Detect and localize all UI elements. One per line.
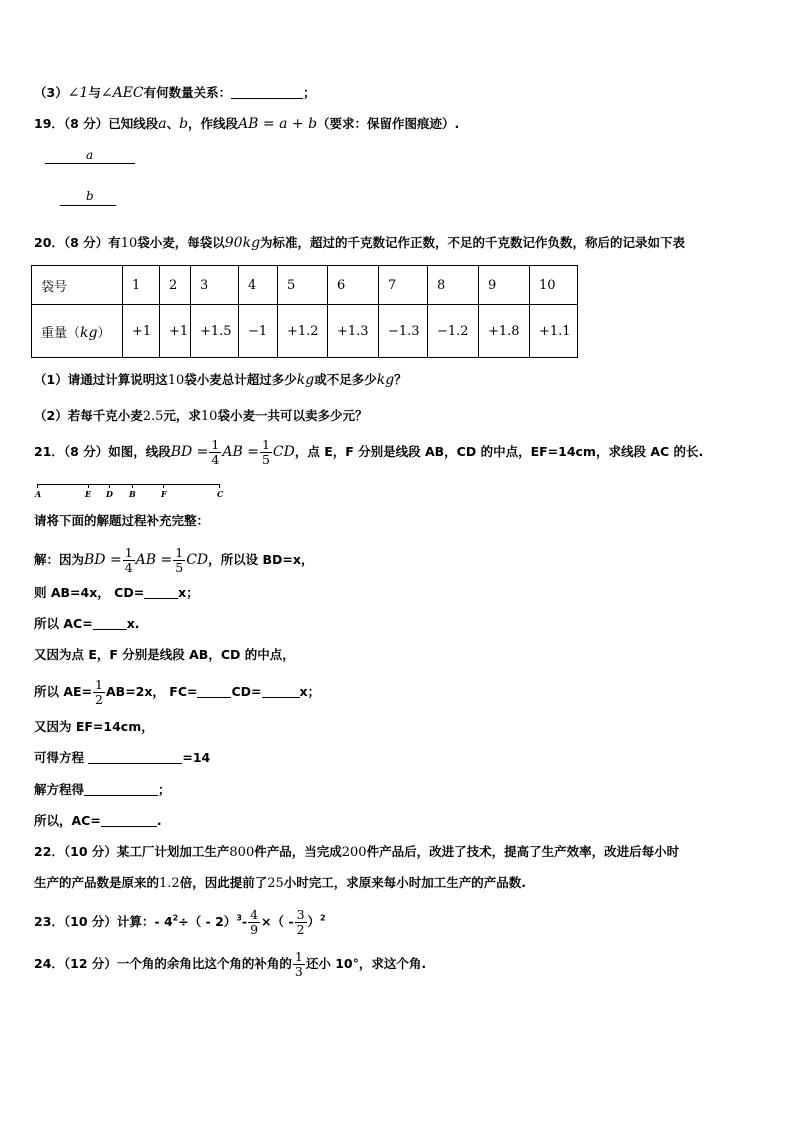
- q22-1-2: 1.2: [159, 876, 180, 891]
- frac-den: 5: [175, 559, 184, 575]
- q22-l1c: 件产品后，改进了技术，提高了生产效率，改进后每小时: [366, 844, 680, 859]
- sol2-end: x；: [178, 585, 199, 600]
- q21-ab: AB =: [222, 443, 259, 460]
- table-cell: 2: [160, 266, 191, 305]
- frac-den: 4: [211, 451, 220, 467]
- table-cell: +1.1: [530, 305, 578, 358]
- q19-mid: ，作线段: [188, 116, 239, 131]
- point-e-label: E: [85, 489, 92, 499]
- q20-sub1-kg2: kg: [376, 372, 395, 388]
- q21-solution-8: [34, 784, 171, 797]
- question-22-line-2: [34, 877, 526, 890]
- sol9-end: .: [156, 813, 162, 828]
- q21-solution-5: [34, 678, 320, 707]
- answer-blank[interactable]: [144, 587, 178, 599]
- table-header-weight: [32, 305, 123, 358]
- table-cell: +1: [160, 305, 191, 358]
- q20-std: 90kg: [224, 235, 261, 251]
- frac-den: 2: [296, 921, 305, 937]
- q21-solution-1: [34, 546, 313, 575]
- q23-close: ）: [307, 913, 321, 929]
- fraction-1-5: [260, 438, 272, 467]
- frac-den: 5: [261, 451, 270, 467]
- frac-num: 3: [296, 907, 305, 922]
- weight-table: [31, 265, 578, 358]
- question-20: [34, 236, 685, 250]
- table-cell: −1.2: [428, 305, 479, 358]
- question-22-line-1: [34, 846, 679, 859]
- tick-a: [37, 484, 38, 488]
- point-b-label: B: [129, 489, 136, 499]
- sol1-ab: AB =: [135, 551, 173, 568]
- sol3-end: x.: [126, 616, 140, 631]
- weight-header-unit: kg: [80, 324, 98, 341]
- fraction-1-2: [93, 678, 105, 707]
- q20-label: 20．（8 分）有: [34, 235, 121, 250]
- fraction-1-3: [293, 950, 305, 979]
- q18-part3: [34, 86, 316, 100]
- q22-l1b: 件产品，当完成: [254, 844, 342, 859]
- tick-f: [163, 484, 164, 488]
- q18-mid: 与: [88, 85, 101, 100]
- q20-sub2-c: 袋小麦一共可以卖多少元？: [217, 408, 368, 423]
- table-cell: −1.3: [379, 305, 428, 358]
- segment-a: [45, 163, 135, 164]
- sol7-end: =14: [182, 750, 211, 765]
- q20-t2: 为标准，超过的千克数记作正数，不足的千克数记作负数，称后的记录如下表: [260, 235, 686, 250]
- table-cell: +1.3: [328, 305, 379, 358]
- frac-num: 1: [95, 677, 103, 692]
- q22-l2b: 倍，因此提前了: [179, 875, 268, 890]
- sol5-a: 所以 AE=: [34, 683, 93, 699]
- frac-num: 1: [294, 949, 303, 964]
- q18-prefix: （3）: [34, 85, 68, 100]
- q21-cd: CD: [272, 443, 295, 460]
- q21-rest: ，点 E，F 分别是线段 AB，CD 的中点，EF=14cm，求线段 AC 的长.: [294, 443, 704, 459]
- table-cell: 3: [191, 266, 239, 305]
- sol1-a: 解：因为: [34, 551, 85, 567]
- q21-solution-4: 又因为点 E，F 分别是线段 AB，CD 的中点，: [34, 647, 295, 662]
- q19-var-b: b: [179, 116, 189, 132]
- sol5-b: AB=2x， FC=: [106, 683, 198, 699]
- q23-exp-2b: 2: [320, 913, 326, 923]
- q23-minus: -: [241, 913, 248, 929]
- table-cell: +1.2: [278, 305, 328, 358]
- table-cell: 4: [239, 266, 278, 305]
- q22-200: 200: [341, 845, 367, 860]
- table-cell: 7: [379, 266, 428, 305]
- sol8-end: ；: [158, 782, 171, 797]
- frac-den: 3: [294, 963, 303, 979]
- question-23: [34, 908, 326, 937]
- q21-solution-6: 又因为 EF=14cm，: [34, 719, 154, 734]
- frac-num: 1: [175, 545, 184, 560]
- sol1-b: ，所以设 BD=x，: [208, 551, 314, 567]
- q21-label: 21．（8 分）如图，线段: [34, 443, 171, 459]
- q20-sub2: [34, 410, 367, 423]
- frac-den: 9: [250, 921, 259, 937]
- q21-solution-2: [34, 587, 199, 600]
- tick-c: [219, 484, 220, 488]
- tick-b: [132, 484, 133, 488]
- q23-exp-2: 2: [172, 913, 179, 923]
- q20-ten: 10: [120, 236, 138, 251]
- q23-exp-3: 3: [236, 913, 242, 923]
- sol1-cd: CD: [186, 551, 209, 568]
- q21-instruction: 请将下面的解题过程补充完整：: [34, 513, 210, 528]
- tick-d: [109, 484, 110, 488]
- sol5-end: x；: [299, 683, 321, 699]
- q20-sub2-b: 元，求: [163, 408, 201, 423]
- q19-label: 19．（8 分）已知线段: [34, 116, 159, 131]
- q23-e2: ÷（ - 2）: [178, 913, 237, 929]
- table-cell: 8: [428, 266, 479, 305]
- point-f-label: F: [161, 489, 167, 499]
- frac-num: 4: [250, 907, 259, 922]
- segment-b-label: b: [86, 189, 94, 203]
- fraction-4-9: [248, 908, 260, 937]
- weight-header-suffix: ）: [97, 325, 111, 341]
- q21-bd: BD =: [170, 443, 209, 460]
- table-cell: 9: [479, 266, 530, 305]
- q20-t1: 袋小麦，每袋以: [137, 235, 225, 250]
- frac-num: 1: [124, 545, 133, 560]
- fraction-3-2: [295, 908, 307, 937]
- point-d-label: D: [106, 489, 113, 499]
- q21-solution-7: [34, 752, 210, 765]
- q19-expr: AB = a + b: [238, 116, 318, 132]
- frac-num: 1: [261, 437, 270, 452]
- q20-sub1: [34, 373, 407, 387]
- question-19: [34, 117, 459, 131]
- table-cell: +1.8: [479, 305, 530, 358]
- tick-e: [88, 484, 89, 488]
- fraction-1-4: [209, 438, 221, 467]
- question-24: [34, 950, 426, 979]
- table-cell: 5: [278, 266, 328, 305]
- q20-sub1-kg1: kg: [296, 372, 315, 388]
- q19-sep: 、: [166, 116, 180, 131]
- q24-rest: 还小 10°，求这个角.: [305, 955, 427, 971]
- q21-solution-9: [34, 815, 162, 828]
- sol9-text: 所以，AC=: [34, 813, 101, 828]
- answer-blank[interactable]: [101, 815, 157, 827]
- angle-1: ∠1: [67, 85, 89, 101]
- q20-sub1-c: 或不足多少: [314, 372, 377, 387]
- table-cell: +1: [123, 305, 160, 358]
- table-cell: 10: [530, 266, 578, 305]
- q23-e1: - 4: [154, 913, 173, 929]
- fraction-1-4: [123, 546, 135, 575]
- segment-b: [60, 205, 116, 206]
- q18-suffix: 有何数量关系：: [143, 85, 232, 100]
- frac-den: 4: [124, 559, 133, 575]
- sol1-bd: BD =: [84, 551, 122, 568]
- q22-l2a: 生产的产品数是原来的: [34, 875, 160, 890]
- sol7-text: 可得方程: [34, 750, 85, 765]
- sol5-c: CD=: [231, 683, 262, 699]
- q22-l2c: 小时完工，求原来每小时加工生产的产品数.: [283, 875, 527, 890]
- q21-solution-3: [34, 618, 140, 631]
- q23-label: 23．（10 分）计算：: [34, 913, 155, 929]
- q22-l1a: 22．（10 分）某工厂计划加工生产: [34, 844, 230, 859]
- q24-label: 24．（12 分）一个角的余角比这个角的补角的: [34, 955, 292, 971]
- q18-end: ；: [303, 85, 316, 100]
- answer-blank[interactable]: [88, 752, 182, 764]
- sol3-text: 所以 AC=: [34, 616, 93, 631]
- table-cell: 6: [328, 266, 379, 305]
- point-a-label: A: [35, 489, 42, 499]
- angle-aec: ∠AEC: [100, 85, 144, 101]
- table-row-weight: [32, 305, 578, 358]
- q20-sub1-d: ？: [394, 372, 407, 387]
- segment-a-label: a: [86, 148, 94, 162]
- frac-den: 2: [95, 691, 103, 707]
- table-cell: +1.5: [191, 305, 239, 358]
- question-21: [34, 438, 703, 467]
- answer-blank[interactable]: [262, 686, 300, 698]
- fraction-1-5: [173, 546, 185, 575]
- table-row-number: [32, 266, 578, 305]
- table-cell: 1: [123, 266, 160, 305]
- q22-800: 800: [229, 845, 255, 860]
- answer-blank[interactable]: [197, 686, 231, 698]
- q20-sub1-b: 袋小麦总计超过多少: [184, 372, 297, 387]
- answer-blank[interactable]: [93, 618, 127, 630]
- q22-25: 25: [267, 876, 284, 891]
- sol2-text: 则 AB=4x， CD=: [34, 585, 145, 600]
- q20-sub2-a: （2）若每千克小麦: [34, 408, 143, 423]
- q19-var-a: a: [158, 116, 167, 132]
- q23-times: ×（ -: [261, 913, 294, 929]
- q20-sub2-price: 2.5: [142, 409, 164, 424]
- point-c-label: C: [217, 489, 224, 499]
- table-cell: −1: [239, 305, 278, 358]
- answer-blank[interactable]: [231, 87, 303, 99]
- weight-header-prefix: 重量（: [41, 325, 81, 341]
- sol8-text: 解方程得: [34, 782, 85, 797]
- diagram-line: [37, 484, 219, 485]
- q20-sub1-ten: 10: [167, 373, 185, 388]
- table-header-number: 袋号: [32, 266, 123, 305]
- q20-sub2-ten: 10: [200, 409, 218, 424]
- frac-num: 1: [211, 437, 220, 452]
- q19-note: （要求：保留作图痕迹）.: [317, 116, 460, 131]
- q20-sub1-a: （1）请通过计算说明这: [34, 372, 168, 387]
- answer-blank[interactable]: [84, 784, 158, 796]
